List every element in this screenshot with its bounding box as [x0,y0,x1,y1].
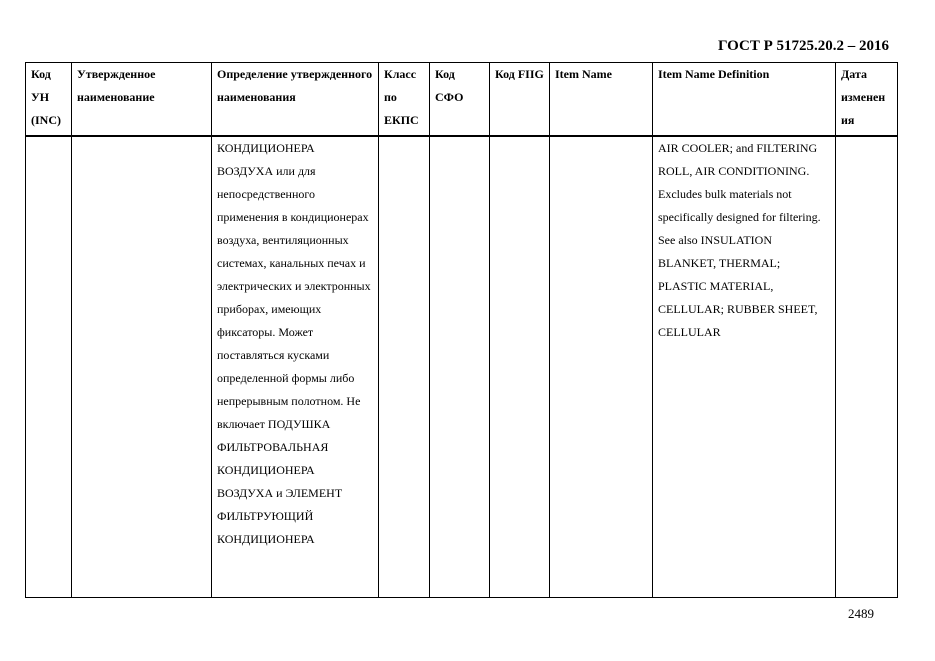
cell-item-name [550,136,653,598]
column-header-item-name-definition: Item Name Definition [653,63,836,137]
table-header-row [26,63,898,137]
cell-inc [26,136,72,598]
spec-table [25,62,898,598]
document-standard-header: ГОСТ Р 51725.20.2 – 2016 [717,38,889,54]
cell-change-date [836,136,898,598]
column-header-inc: Код УН (INC) [26,63,72,137]
page-number: 2489 [848,606,874,621]
column-header-sfo-code: Код СФО [430,63,490,137]
column-header-fiig-code: Код FIIG [490,63,550,137]
column-header-item-name: Item Name [550,63,653,137]
cell-item-name-definition [653,136,836,598]
column-header-approved-name: Утвержденное наименование [72,63,212,137]
cell-ekps-class [379,136,430,598]
definition-ru-text: КОНДИЦИОНЕРА ВОЗДУХА или для непосредственного применения в кондиционерах воздуха, вентиляционных системах, канальных печах и электрических и электронных приборах, имеющих фиксаторы. Может поставляться кусками определенной формы либо непрерывным полотном. Не включает ПОДУШКА ФИЛЬТРОВАЛЬНАЯ КОНДИЦИОНЕРА ВОЗДУХА и ЭЛЕМЕНТ ФИЛЬТРУЮЩИЙ КОНДИЦИОНЕРА [217,141,371,546]
table-row [26,136,898,598]
item-name-definition-text: AIR COOLER; and FILTERING ROLL, AIR CONDITIONING. Excludes bulk materials not specifically designed for filtering. See also INSULATION BLANKET, THERMAL; PLASTIC MATERIAL, CELLULAR; RUBBER SHEET, CELLULAR [658,141,821,339]
cell-fiig-code [490,136,550,598]
cell-sfo-code [430,136,490,598]
cell-definition-ru [212,136,379,598]
column-header-ekps-class: Класс по ЕКПС [379,63,430,137]
cell-approved-name [72,136,212,598]
column-header-change-date: Дата изменен ия [836,63,898,137]
column-header-definition: Определение утвержденного наименования [212,63,379,137]
